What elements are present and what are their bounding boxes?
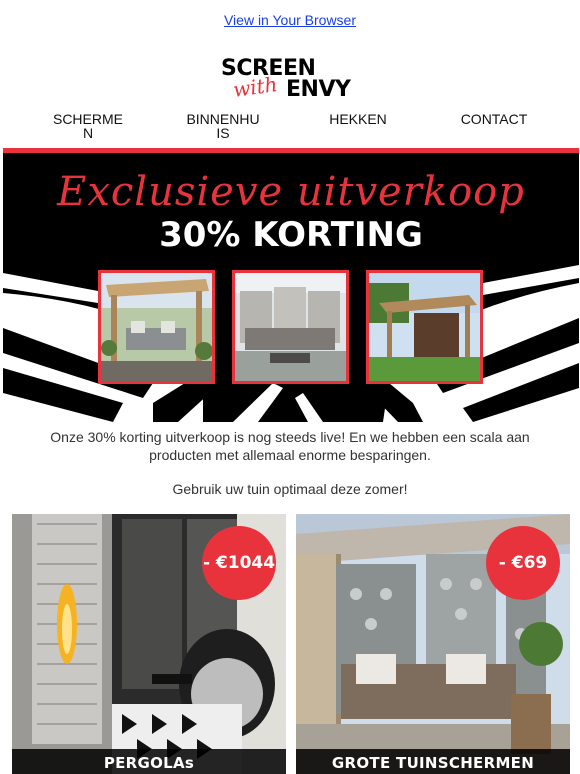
thumb-pergola-lounge[interactable]: [98, 270, 215, 384]
banner-script-title: Exclusieve uitverkoop: [57, 169, 525, 215]
product-card-pergolas[interactable]: [12, 514, 286, 774]
screen-with-envy-logo[interactable]: [218, 56, 368, 104]
nav-item-hekken[interactable]: HEKKEN: [329, 111, 387, 127]
intro-tagline: Gebruik uw tuin optimaal deze zomer!: [172, 481, 408, 497]
logo-word-envy: ENVY: [286, 77, 351, 102]
product-card-garden-screens[interactable]: [296, 514, 570, 774]
banner-headline: 30% KORTING: [159, 215, 423, 255]
logo-word-with: with: [231, 72, 279, 102]
view-in-browser-link[interactable]: View in Your Browser: [223, 12, 357, 28]
product-title: GROTE TUINSCHERMEN: [296, 749, 570, 774]
main-nav: [0, 112, 580, 142]
price-badge: - €69: [486, 526, 560, 600]
price-badge: - €1044: [202, 526, 276, 600]
nav-item-binnenhuis[interactable]: BINNENHUIS: [186, 111, 260, 141]
product-title: PERGOLAs: [12, 749, 286, 774]
nav-item-contact[interactable]: CONTACT: [460, 111, 528, 127]
logo-word-screen: SCREEN: [221, 56, 316, 81]
nav-item-schermen[interactable]: SCHERMEN: [52, 111, 123, 141]
thumb-garden-screens[interactable]: [232, 270, 349, 384]
thumb-pergola-lawn[interactable]: [366, 270, 483, 384]
sale-banner[interactable]: [3, 153, 579, 422]
intro-text: Onze 30% korting uitverkoop is nog steeds live! En we hebben een scala aan producten met allemaal enorme besparingen.: [50, 429, 530, 463]
